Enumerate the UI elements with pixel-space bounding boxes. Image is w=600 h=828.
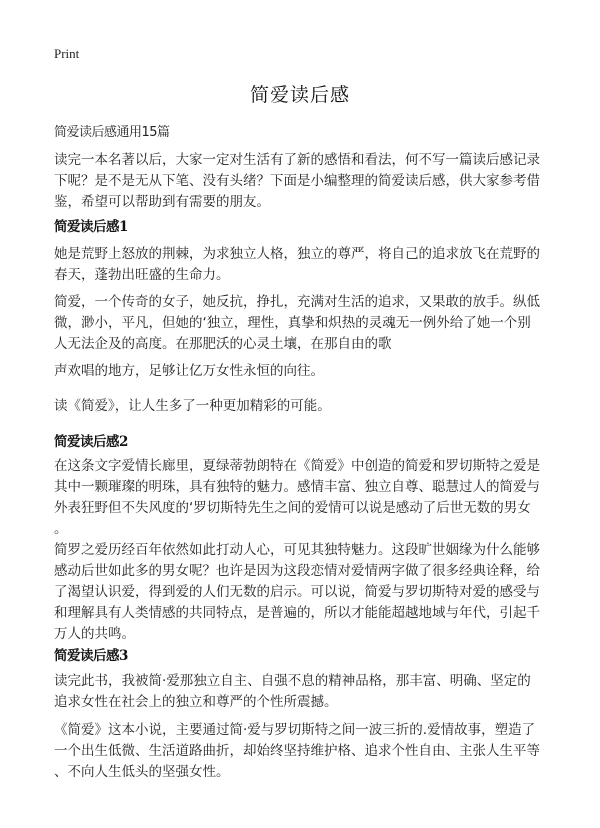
text-line: 读完此书，我被简·爱那独立自主、自强不息的精神品格，那丰富、明确、坚定的 [54,673,531,689]
text-line: 一个出生低微、生活道路曲折，却始终坚持维护格、追求个性自由、主张人生平等 [54,743,540,759]
text-line: 外表狂野但不失风度的‘罗切斯特先生之间的爱情可以说是感动了后世无数的男女 [54,500,531,516]
text-line: 、不向人生低头的坚强女性。 [54,764,230,780]
text-line: 在这条文字爱情长廊里，夏绿蒂勃朗特在《简爱》中创造的简爱和罗切斯特之爱是 [54,458,540,474]
section-3-paragraph-2 [54,720,554,783]
section-1-paragraph-2 [54,292,554,355]
text-line: 追求女性在社会上的独立和尊严的个性所震撼。 [54,694,338,710]
section-3-paragraph-1 [54,671,554,713]
text-line: 。 [54,521,68,537]
intro-paragraph [54,150,554,213]
text-line: 她是荒野上怒放的荆棘，为求独立人格，独立的尊严，将自己的追求放飞在荒野的 [54,246,540,262]
text-line: 《简爱》这本小说，主要通过简·爱与罗切斯特之间一波三折的.爱情故事，塑造了 [54,722,536,738]
text-line: 感动后世如此多的男女呢？也许是因为这段恋情对爱情两字做了很多经典诠释，给 [54,563,540,579]
text-line: 声欢唱的地方，足够让亿万女性永恒的向往。 [54,363,324,379]
section-heading-1: 简爱读后感1 [54,219,128,235]
page-title: 简爱读后感 [249,84,350,106]
text-line: 其中一颗璀璨的明珠，具有独特的魅力。感情丰富、独立自尊、聪慧过人的简爱与 [54,479,540,495]
section-2-paragraph-1 [54,456,554,540]
section-1-paragraph-3 [54,361,554,382]
text-line: 下呢？是不是无从下笔、没有头绪？下面是小编整理的简爱读后感，供大家参考借 [54,173,540,189]
section-1-paragraph-1 [54,244,554,286]
section-heading-2: 简爱读后感2 [54,434,128,450]
text-line: 春天，蓬勃出旺盛的生命力。 [54,267,230,283]
text-line: 简爱，一个传奇的女子，她反抗，挣扎，充满对生活的追求，又果敢的放手。纵低 [54,294,540,310]
section-2-paragraph-2 [54,540,554,645]
section-1-paragraph-4 [54,396,554,417]
text-line: 万人的共鸣。 [54,626,135,642]
text-line: 微，渺小，平凡，但她的‘独立，理性，真挚和炽热的灵魂无一例外给了她一个别 [54,315,531,331]
text-line: 了渴望认识爱，得到爱的人们无数的启示。可以说，简爱与罗切斯特对爱的感受与 [54,584,540,600]
text-line: 和理解具有人类情感的共同特点，是普遍的，所以才能能超越地域与年代，引起千 [54,605,540,621]
text-line: 人无法企及的高度。在那肥沃的心灵土壤，在那自由的歌 [54,336,392,352]
text-line: 读《简爱》，让人生多了一种更加精彩的可能。 [54,398,331,414]
print-label: Print [54,46,80,61]
section-heading-3: 简爱读后感3 [54,648,128,664]
text-line: 读完一本名著以后，大家一定对生活有了新的感悟和看法，何不写一篇读后感记录 [54,152,540,168]
text-line: 简罗之爱历经百年依然如此打动人心，可见其独特魅力。这段旷世姻缘为什么能够 [54,542,540,558]
page-subtitle: 简爱读后感通用15篇 [54,125,170,140]
text-line: 鉴，希望可以帮助到有需要的朋友。 [54,194,270,210]
